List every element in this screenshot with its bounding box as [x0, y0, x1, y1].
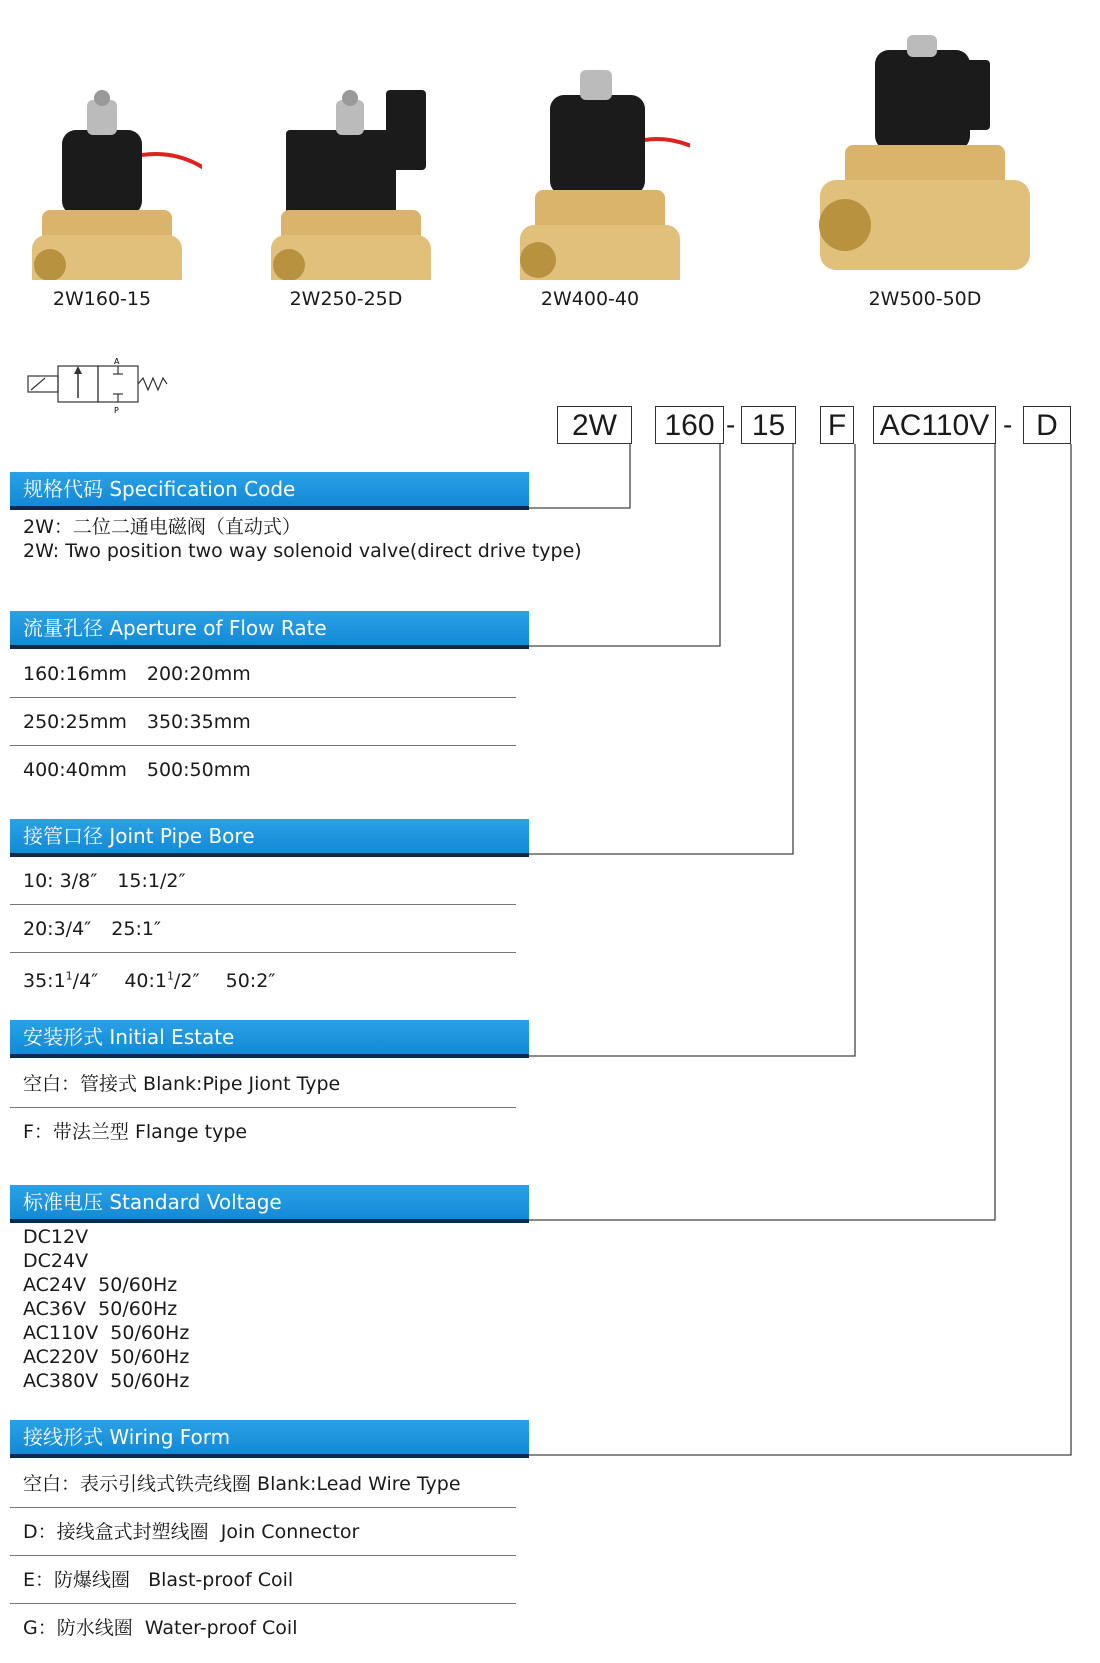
- section-header-wiring: 接线形式 Wiring Form: [10, 1420, 529, 1458]
- wiring-row: D：接线盒式封塑线圈 Join Connector: [10, 1508, 516, 1556]
- code-separator: -: [1003, 409, 1013, 440]
- wiring-row: G：防水线圈 Water-proof Coil: [23, 1617, 298, 1639]
- code-separator: -: [726, 409, 736, 440]
- bore-row: $35:1^1/4''$ $40:1^1/2''$ 50:2″: [23, 970, 276, 993]
- section-header-voltage: 标准电压 Standard Voltage: [10, 1185, 529, 1223]
- aperture-row: 400:40mm 500:50mm: [23, 759, 251, 781]
- aperture-row: 250:25mm 350:35mm: [10, 698, 516, 746]
- code-part-estate: F: [820, 406, 854, 444]
- product-label: 2W500-50D: [868, 288, 982, 310]
- spec-line-en: 2W: Two position two way solenoid valve(direct drive type): [23, 540, 582, 562]
- port-a-label: A: [114, 358, 120, 366]
- code-part-voltage: AC110V: [873, 406, 996, 444]
- aperture-row: 160:16mm 200:20mm: [10, 650, 516, 698]
- product-label: 2W250-25D: [289, 288, 403, 310]
- port-p-label: P: [114, 406, 119, 415]
- estate-row: 空白：管接式 Blank:Pipe Jiont Type: [10, 1060, 516, 1108]
- voltage-item: AC36V 50/60Hz: [23, 1298, 178, 1320]
- estate-row: F：带法兰型 Flange type: [23, 1121, 248, 1143]
- product-label: 2W160-15: [52, 288, 152, 310]
- voltage-item: AC110V 50/60Hz: [23, 1322, 190, 1344]
- product-label: 2W400-40: [540, 288, 640, 310]
- voltage-item: DC12V: [23, 1226, 89, 1248]
- section-header-spec: 规格代码 Specification Code: [10, 472, 529, 510]
- code-part-bore: 15: [741, 406, 796, 444]
- code-part-series: 2W: [557, 406, 632, 444]
- voltage-item: AC380V 50/60Hz: [23, 1370, 190, 1392]
- section-header-aperture: 流量孔径 Aperture of Flow Rate: [10, 611, 529, 649]
- wiring-row: E：防爆线圈 Blast-proof Coil: [10, 1556, 516, 1604]
- code-part-aperture: 160: [655, 406, 724, 444]
- voltage-item: DC24V: [23, 1250, 89, 1272]
- bore-row: 10: 3/8″ 15:1/2″: [10, 857, 516, 905]
- voltage-item: AC220V 50/60Hz: [23, 1346, 190, 1368]
- bore-row: 20:3/4″ 25:1″: [10, 905, 516, 953]
- wiring-row: 空白：表示引线式铁壳线圈 Blank:Lead Wire Type: [10, 1460, 516, 1508]
- voltage-item: AC24V 50/60Hz: [23, 1274, 178, 1296]
- code-part-wiring: D: [1023, 406, 1071, 444]
- spec-line-cn: 2W：二位二通电磁阀（直动式）: [23, 516, 301, 538]
- section-header-bore: 接管口径 Joint Pipe Bore: [10, 819, 529, 857]
- section-header-estate: 安装形式 Initial Estate: [10, 1020, 529, 1058]
